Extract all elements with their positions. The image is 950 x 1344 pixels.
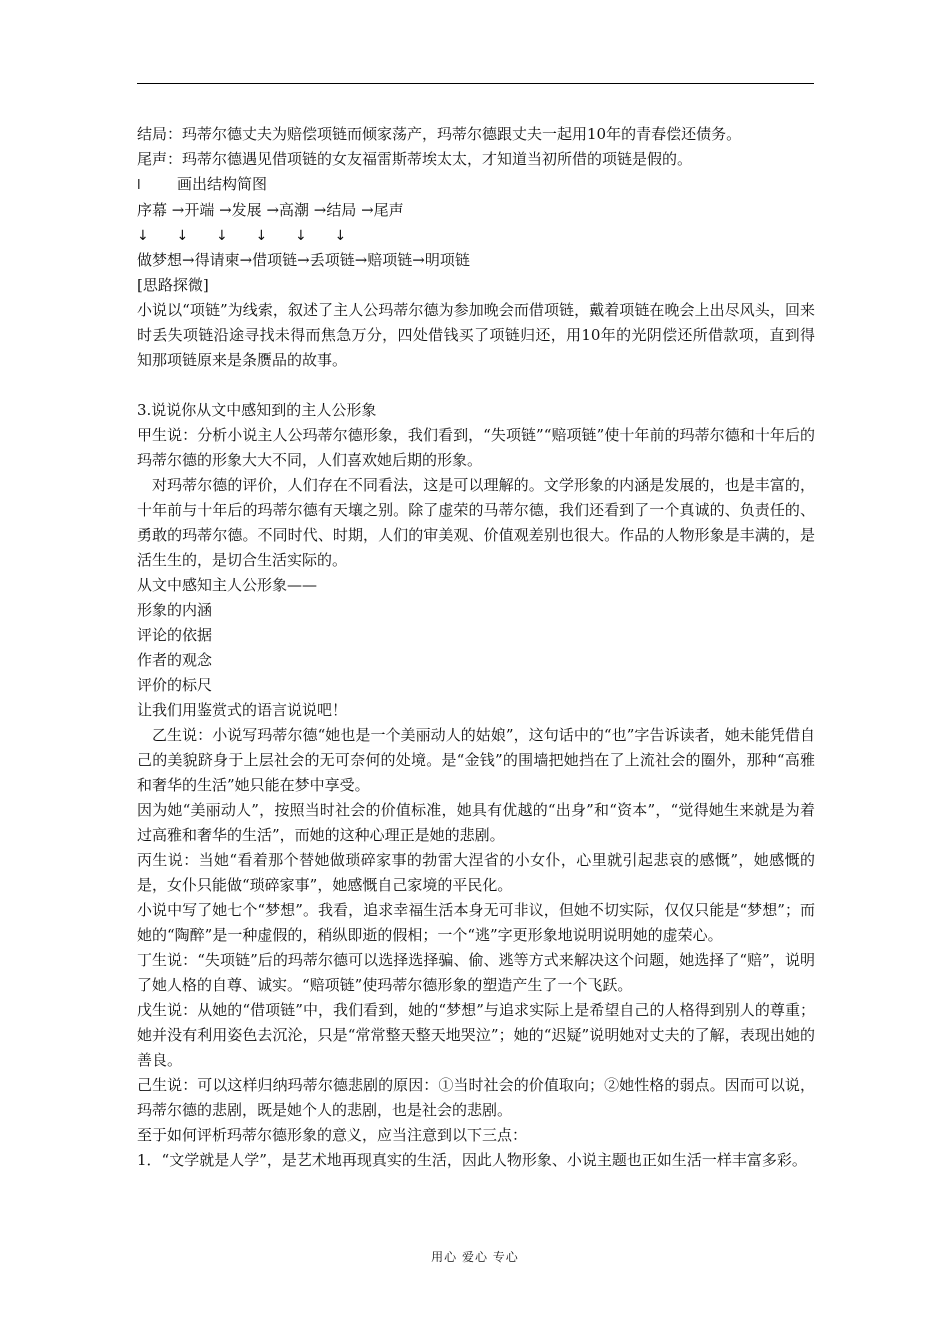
paragraph-ending: 结局：玛蒂尔德丈夫为赔偿项链而倾家荡产，玛蒂尔德跟丈夫一起用10年的青春偿还债务。 [137, 125, 742, 143]
paragraph-thinking-label: [思路探微] [137, 276, 209, 294]
down-arrow-icon [216, 223, 256, 248]
structure-arrows [137, 223, 815, 248]
header-rule [137, 83, 814, 84]
list-item: 评价的标尺 [137, 676, 213, 694]
paragraph-structure-heading [137, 172, 815, 198]
paragraph-evaluation: 对玛蒂尔德的评价，人们存在不同看法，这是可以理解的。文学形象的内涵是发展的，也是丰富的，十年前与十年后的玛蒂尔德有天壤之别。除了虚荣的马蒂尔德，我们还看到了一个真诚的、负责任的、勇敢的玛蒂尔德。不同时代、时期，人们的审美观、价值观差别也很大。作品的人物形象是丰满的，是活生生的，是切合生活实际的。 [137, 476, 815, 569]
down-arrow-icon [177, 223, 217, 248]
paragraph-ding: 丁生说：“失项链”后的玛蒂尔德可以选择选择骗、偷、逃等方式来解决这个问题，她选择了“赔”，说明了她人格的自尊、诚实。“赔项链”使玛蒂尔德形象的塑造产生了一个飞跃。 [137, 951, 815, 994]
paragraph-wu: 戊生说：从她的“借项链”中，我们看到，她的“梦想”与追求实际上是希望自己的人格得到别人的尊重；她并没有利用姿色去沉沦，只是“常常整天整天地哭泣”；她的“迟疑”说明她对丈夫的了解，表现出她的善良。 [137, 1001, 815, 1069]
paragraph-point-1: 1．“文学就是人学”，是艺术地再现真实的生活，因此人物形象、小说主题也正如生活一样丰富多彩。 [137, 1151, 807, 1169]
paragraph-bing: 丙生说：当她“看着那个替她做琐碎家事的勃雷大涅省的小女仆，心里就引起悲哀的感慨”，她感慨的是，女仆只能做“琐碎家事”，她感慨自己家境的平民化。 [137, 851, 815, 894]
paragraph-yi: 乙生说：小说写玛蒂尔德“她也是一个美丽动人的姑娘”，这句话中的“也”字告诉读者，她未能凭借自己的美貌跻身于上层社会的无可奈何的处境。是“金钱”的围墙把她挡在了上流社会的圈外，那种“高雅和奢华的生活”她只能在梦中享受。 [137, 726, 815, 794]
down-arrow-icon [137, 223, 177, 248]
paragraph-appreciate: 让我们用鉴赏式的语言说说吧！ [137, 701, 348, 719]
paragraph-dreams: 小说中写了她七个“梦想”。我看，追求幸福生活本身无可非议，但她不切实际，仅仅只能是“梦想”；而她的“陶醉”是一种虚假的，稍纵即逝的假相；一个“逃”字更形象地说明说明她的虚荣心。 [137, 901, 815, 944]
paragraph-summary: 小说以“项链”为线索，叙述了主人公玛蒂尔德为参加晚会而借项链，戴着项链在晚会上出尽风头，回来时丢失项链沿途寻找未得而焦急万分，四处借钱买了项链归还，用10年的光阴偿还所借款项，直到得知那项链原来是条赝品的故事。 [137, 301, 815, 369]
paragraph-because: 因为她“美丽动人”，按照当时社会的价值标准，她具有优越的“出身”和“资本”，“觉得她生来就是为着过高雅和奢华的生活”，而她的这种心理正是她的悲剧。 [137, 801, 815, 844]
structure-chain-top: 序幕 →开端 →发展 →高潮 →结局 →尾声 [137, 201, 404, 219]
paragraph-jia: 甲生说：分析小说主人公玛蒂尔德形象，我们看到，“失项链”“赔项链”使十年前的玛蒂尔德和十年后的玛蒂尔德的形象大大不同，人们喜欢她后期的形象。 [137, 426, 815, 469]
list-item: 形象的内涵 [137, 601, 213, 619]
paragraph-how: 至于如何评析玛蒂尔德形象的意义，应当注意到以下三点： [137, 1126, 528, 1144]
down-arrow-icon [335, 223, 375, 248]
list-item: 作者的观念 [137, 651, 213, 669]
paragraph-ji: 己生说：可以这样归纳玛蒂尔德悲剧的原因：①当时社会的价值取向；②她性格的弱点。因而可以说，玛蒂尔德的悲剧，既是她个人的悲剧，也是社会的悲剧。 [137, 1076, 815, 1119]
list-item: 评论的依据 [137, 626, 213, 644]
bullet-marker: l [137, 178, 141, 193]
down-arrow-icon [256, 223, 296, 248]
structure-heading-text: 画出结构简图 [177, 175, 268, 193]
structure-chain-bottom: 做梦想→得请柬→借项链→丢项链→赔项链→明项链 [137, 251, 470, 269]
question-3: 3.说说你从文中感知到的主人公形象 [137, 401, 377, 419]
paragraph-epilogue: 尾声：玛蒂尔德遇见借项链的女友福雷斯蒂埃太太，才知道当初所借的项链是假的。 [137, 150, 693, 168]
document-body [137, 122, 815, 1173]
paragraph-perceive: 从文中感知主人公形象—— [137, 576, 318, 594]
page-footer: 用心 爱心 专心 [431, 1250, 519, 1264]
blank-line [137, 373, 815, 398]
down-arrow-icon [295, 223, 335, 248]
